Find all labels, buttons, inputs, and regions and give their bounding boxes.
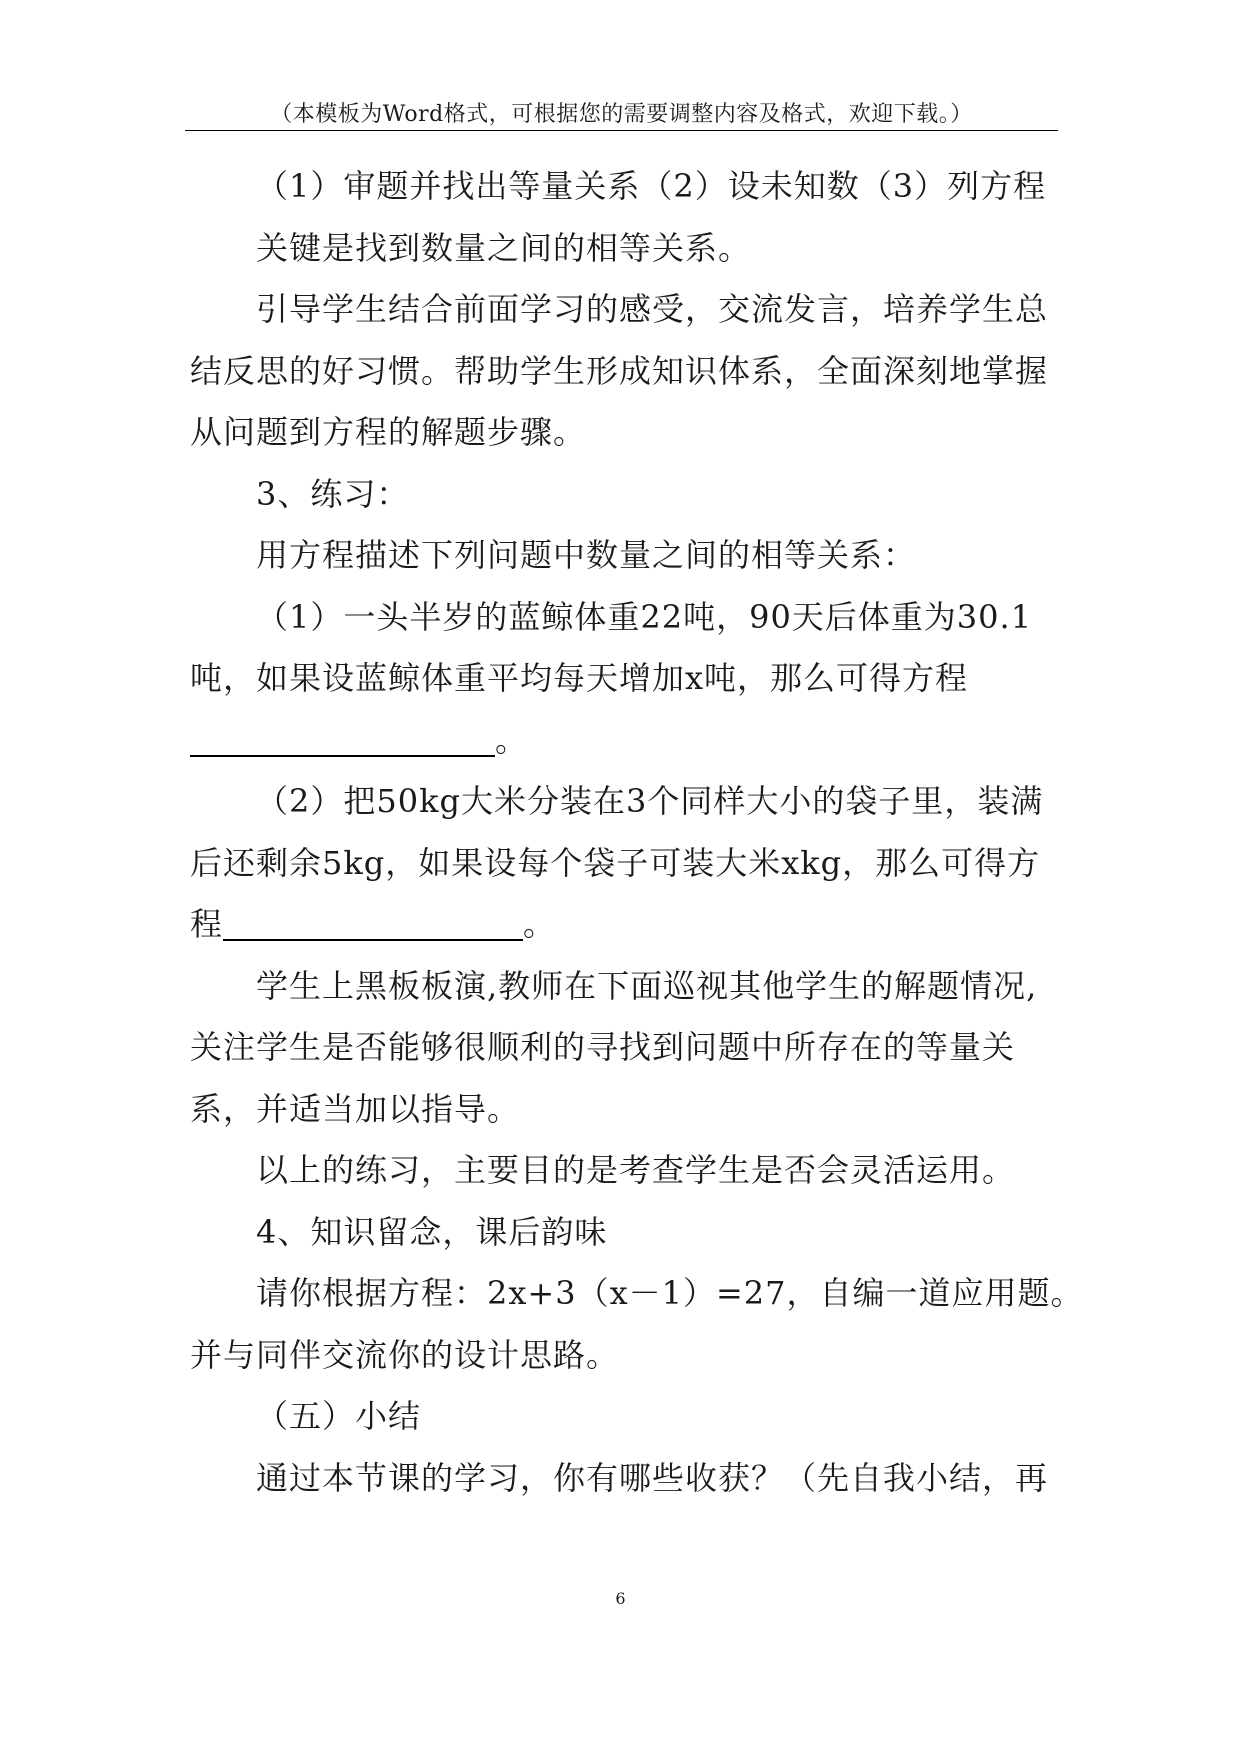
document-body <box>190 156 1084 1509</box>
line-practice-purpose: 以上的练习，主要目的是考查学生是否会灵活运用。 <box>256 1151 1016 1189</box>
page-header: （本模板为Word格式，可根据您的需要调整内容及格式，欢迎下载。） <box>270 102 973 127</box>
line-equation-task: 请你根据方程：2x+3（x－1）=27，自编一道应用题。 <box>256 1274 1084 1312</box>
line-practice-intro: 用方程描述下列问题中数量之间的相等关系： <box>256 536 917 574</box>
line-equation-share: 并与同伴交流你的设计思路。 <box>190 1335 620 1374</box>
line-guide-2: 结反思的好习惯。帮助学生形成知识体系，全面深刻地掌握 <box>190 351 1049 390</box>
line-key-point: 关键是找到数量之间的相等关系。 <box>256 228 752 267</box>
line-board-3: 系，并适当加以指导。 <box>190 1089 521 1128</box>
blank-1-period: 。 <box>495 720 529 759</box>
blank-2-period: 。 <box>523 905 557 943</box>
line-question-2b: 后还剩余5kg，如果设每个袋子可装大米xkg，那么可得方 <box>190 843 1041 882</box>
line-guide-3: 从问题到方程的解题步骤。 <box>190 413 587 451</box>
question-2-cheng: 程 <box>190 905 224 943</box>
line-question-1-blank <box>190 710 1060 772</box>
section-heading-practice: 3、练习： <box>256 474 410 513</box>
line-guide-1: 引导学生结合前面学习的感受，交流发言，培养学生总 <box>256 290 1049 328</box>
line-summary-question: 通过本节课的学习，你有哪些收获？（先自我小结，再 <box>256 1458 1049 1497</box>
line-question-2a: （2）把50kg大米分装在3个同样大小的袋子里，装满 <box>256 782 1044 820</box>
line-question-1b: 吨，如果设蓝鲸体重平均每天增加x吨，那么可得方程 <box>190 659 969 697</box>
answer-blank-2 <box>223 939 523 941</box>
page-number: 6 <box>615 1589 626 1608</box>
header-rule <box>185 130 1058 131</box>
line-board-2: 关注学生是否能够很顺利的寻找到问题中所存在的等量关 <box>190 1028 1016 1066</box>
line-board-1: 学生上黑板板演,教师在下面巡视其他学生的解题情况, <box>256 966 1038 1005</box>
line-steps: （1）审题并找出等量关系（2）设未知数（3）列方程 <box>256 167 1047 205</box>
answer-blank-1 <box>190 755 495 757</box>
line-question-2c <box>190 894 1060 956</box>
line-question-1a: （1）一头半岁的蓝鲸体重22吨，90天后体重为30.1 <box>256 597 1033 636</box>
section-heading-knowledge: 4、知识留念，课后韵味 <box>256 1212 608 1251</box>
section-heading-summary: （五）小结 <box>256 1397 422 1435</box>
